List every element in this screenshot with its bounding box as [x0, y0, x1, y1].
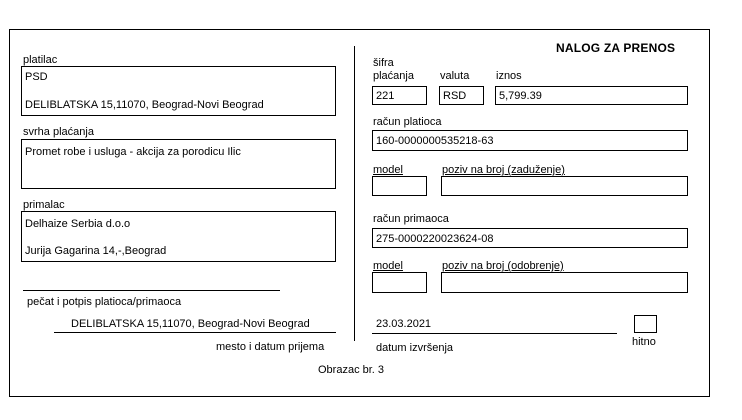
place-line — [54, 332, 336, 333]
amount-label: iznos — [496, 70, 522, 82]
debit-reference-field[interactable] — [441, 176, 688, 196]
amount-value: 5,799.39 — [499, 90, 542, 102]
credit-reference-label: poziv na broj (odobrenje) — [442, 260, 564, 272]
debit-model-field[interactable] — [372, 176, 427, 196]
currency-value: RSD — [443, 90, 467, 102]
recipient-account-value: 275-0000220023624-08 — [376, 233, 494, 245]
execution-date-line — [372, 333, 617, 334]
form-title: NALOG ZA PRENOS — [556, 41, 676, 55]
urgent-label: hitno — [632, 336, 656, 348]
signature-line — [23, 290, 280, 291]
payment-code-value: 221 — [376, 90, 395, 102]
credit-model-label: model — [373, 260, 403, 272]
payer-account-label: račun platioca — [373, 116, 442, 128]
payer-account-value: 160-0000000535218-63 — [376, 135, 494, 147]
purpose-value: Promet robe i usluga - akcija za porodicu Ilic — [25, 146, 241, 158]
payer-label: platilac — [23, 54, 58, 66]
execution-date-value: 23.03.2021 — [376, 318, 432, 330]
payment-code-field[interactable] — [372, 86, 427, 105]
signature-label: pečat i potpis platioca/primaoca — [27, 296, 182, 308]
currency-label: valuta — [440, 70, 470, 82]
payer-account-field[interactable] — [372, 130, 688, 151]
form-number: Obrazac br. 3 — [318, 364, 385, 376]
payer-name: PSD — [25, 71, 48, 83]
debit-reference-label: poziv na broj (zaduženje) — [442, 164, 565, 176]
credit-reference-field[interactable] — [441, 272, 688, 293]
place-value: DELIBLATSKA 15,11070, Beograd-Novi Beograd — [71, 318, 310, 330]
payment-code-label-1: šifra — [373, 57, 394, 69]
currency-field[interactable] — [439, 86, 484, 105]
amount-field[interactable] — [495, 86, 688, 105]
debit-model-label: model — [373, 164, 403, 176]
column-divider — [354, 46, 355, 341]
recipient-account-label: račun primaoca — [373, 213, 449, 225]
urgent-checkbox[interactable] — [634, 315, 657, 333]
credit-model-field[interactable] — [372, 272, 427, 293]
recipient-name: Delhaize Serbia d.o.o — [25, 218, 131, 230]
payer-address: DELIBLATSKA 15,11070, Beograd-Novi Beograd — [25, 99, 264, 111]
purpose-label: svrha plaćanja — [23, 126, 94, 138]
recipient-label: primalac — [23, 199, 65, 211]
recipient-account-field[interactable] — [372, 228, 688, 248]
place-label: mesto i datum prijema — [216, 341, 325, 353]
recipient-field[interactable] — [21, 211, 336, 262]
payment-code-label-2: plaćanja — [373, 70, 414, 82]
execution-date-label: datum izvršenja — [376, 342, 454, 354]
purpose-field[interactable] — [21, 139, 336, 189]
recipient-address: Jurija Gagarina 14,-,Beograd — [25, 245, 167, 257]
payer-field[interactable] — [21, 66, 336, 116]
